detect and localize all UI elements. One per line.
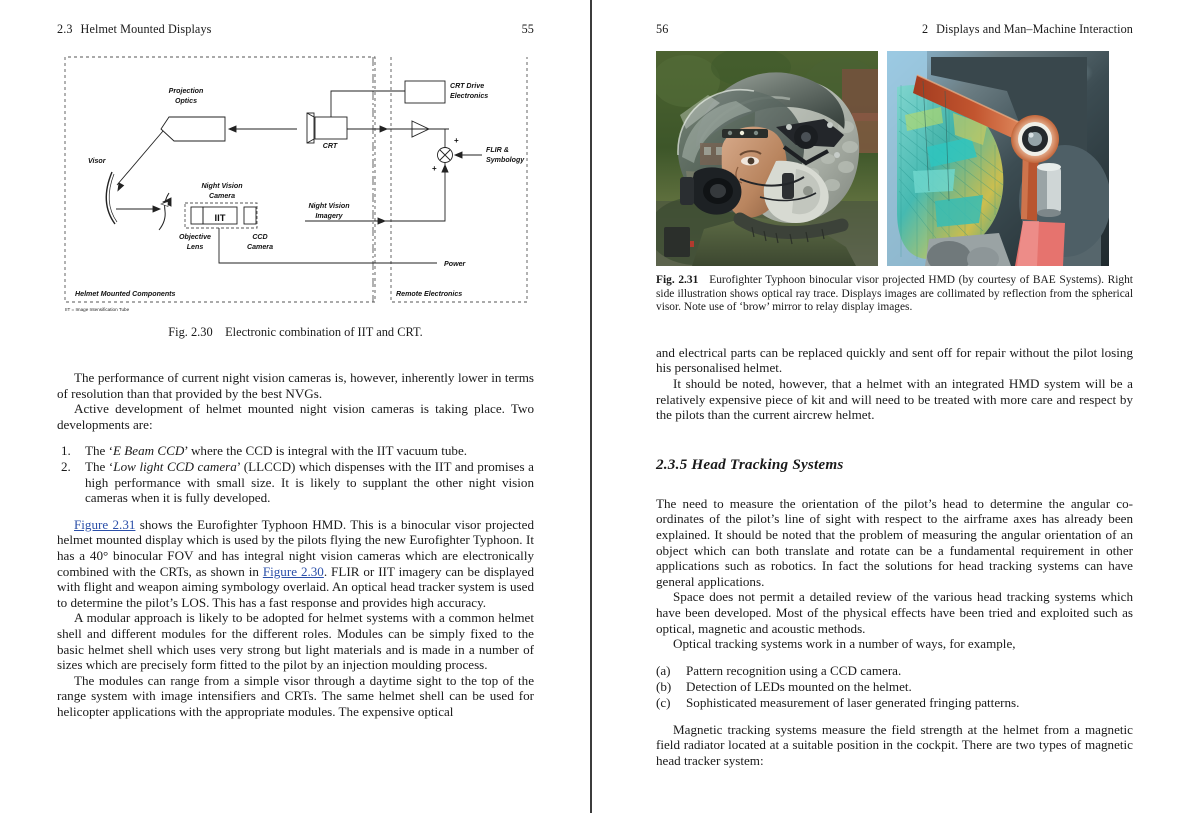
projection-optics-shape [161, 117, 225, 141]
figure-2-31-link[interactable]: Figure 2.31 [74, 516, 136, 532]
list-item-text: Sophisticated measurement of laser generated fringing patterns. [686, 694, 1020, 710]
label-iit: IIT [214, 212, 226, 223]
display-module-lens [1011, 115, 1059, 163]
label-visor: Visor [88, 157, 106, 165]
alpha-list-optical-methods [656, 663, 1133, 711]
list-item-pre: The ‘ [85, 458, 114, 474]
relay-optics-cylinder [1037, 163, 1061, 217]
paragraph-performance: The performance of current night vision cameras is, however, inherently lower in terms of resolution than that provided by the best NVGs. [57, 370, 534, 401]
crt-input-arrowhead [380, 126, 387, 132]
paragraph-magnetic-tracking: Magnetic tracking systems measure the field strength at the helmet from a magnetic field radiator located at a suitable position in the cockpit. There are two types of magnetic head tracker system: [656, 721, 1133, 768]
label-nv-camera-line2: Camera [208, 192, 236, 200]
list-item-marker: (a) [656, 662, 671, 678]
figure-2-31-images [656, 51, 1133, 266]
crt-faceplate [307, 113, 314, 143]
label-nv-camera-line1: Night Vision [201, 182, 243, 190]
paragraph-space-review: Space does not permit a detailed review of the various head tracking systems which have been developed. Most of the physical effects have been tried and exploited such as optical, magnetic and acoustic methods. [656, 589, 1133, 636]
running-head-chapter-title: Displays and Man–Machine Interaction [936, 22, 1133, 36]
page-left-content [57, 22, 534, 719]
paragraph-optical-tracking: Optical tracking systems work in a number of ways, for example, [673, 636, 1016, 652]
running-head-section-title: Helmet Mounted Displays [80, 22, 212, 36]
label-remote-electronics: Remote Electronics [396, 290, 463, 298]
list-item-text: Pattern recognition using a CCD camera. [686, 662, 902, 678]
list-item-post: ’ where the CCD is integral with the IIT vacuum tube. [184, 443, 468, 459]
label-nv-imagery-line2: Imagery [315, 212, 343, 220]
label-projection-optics-line1: Projection [168, 87, 204, 95]
running-head-chapter-number: 2 [921, 22, 929, 36]
list-item-italic: E Beam CCD [113, 443, 185, 459]
page-left [0, 0, 590, 813]
label-mixer-plus-top: + [454, 136, 459, 145]
numbered-list-developments [57, 443, 534, 505]
photo-ray-trace [887, 51, 1109, 266]
objective-lens-box [191, 207, 203, 224]
list-item-text: Detection of LEDs mounted on the helmet. [686, 678, 912, 694]
label-projection-optics-line2: Optics [174, 97, 198, 105]
mixer-cross [440, 150, 450, 160]
list-item [656, 663, 1133, 679]
folio-right: 56 [656, 22, 669, 36]
hmd-tracker-module [722, 129, 768, 138]
running-head-section-number: 2.3 [57, 22, 73, 36]
label-flir-line1: FLIR & [486, 146, 509, 154]
figure-2-31-caption [656, 274, 1133, 315]
paragraph-modules-range: The modules can range from a simple visor through a daytime sight to the top of the range system with image intensifiers and CRTs. The same helmet shell can be used for helicopter applications with the appropriate modules. The expensive optical [57, 672, 534, 719]
label-helmet-mounted-components: Helmet Mounted Components [75, 290, 176, 298]
optics-feed-arrowhead [229, 126, 236, 132]
label-power: Power [444, 260, 466, 268]
running-head-left [57, 22, 534, 37]
label-crt-drive-line1: CRT Drive [450, 82, 485, 90]
paragraph-electrical-parts: and electrical parts can be replaced quickly and sent off for repair without the pilot losing his personalised helmet. [656, 344, 1133, 376]
left-page-body [57, 370, 534, 719]
crt-neck-taper [307, 113, 314, 143]
figure-ref-segment-2: . FLIR or IIT imagery can be displayed with flight and weapon aiming symbology overlaid. An optical head tracker system is used to determine the pilot’s LOS. This has a fast response and provides high accuracy. [57, 563, 535, 610]
list-item-post: ’ (LLCCD) which dispenses with the IIT and promises a high performance with small size. It is likely to supplant the other night vision cameras when it is fully developed. [85, 458, 534, 506]
optics-to-visor-arrowhead [118, 183, 124, 191]
helmet-zone-boundary [65, 57, 375, 302]
pilot-helmet-illustration [656, 51, 878, 266]
list-item [57, 459, 534, 506]
nv-imagery-arrowhead [378, 218, 385, 224]
list-item [57, 443, 534, 459]
photo-pilot-helmet [656, 51, 878, 266]
folio-left: 55 [521, 22, 534, 36]
list-item-marker: (c) [656, 694, 671, 710]
section-heading-head-tracking: 2.3.5 Head Tracking Systems [656, 455, 844, 473]
crt-drive-electronics-box [405, 81, 445, 103]
nv-imagery-arrowhead-up [442, 165, 448, 172]
list-item [656, 695, 1133, 711]
label-ccd-camera-line2: Camera [246, 243, 274, 251]
figure-2-30-caption-text: Electronic combination of IIT and CRT. [225, 325, 423, 339]
paragraph-active-development: Active development of helmet mounted night vision cameras is taking place. Two developments are: [57, 401, 534, 432]
list-item-italic: Low light CCD camera [113, 458, 237, 474]
diagram-footnote-iit: IIT = Image Intensification Tube [65, 307, 130, 312]
figure-2-30-diagram [57, 51, 534, 313]
label-crt: CRT [322, 142, 338, 150]
list-item-marker: 1. [61, 443, 71, 459]
label-mixer-plus-bottom: + [432, 164, 437, 173]
label-nv-imagery-line1: Night Vision [308, 202, 350, 210]
running-head-right [656, 22, 1133, 37]
list-item [656, 679, 1133, 695]
paragraph-figure-reference [57, 517, 534, 611]
ray-trace-illustration [887, 51, 1109, 266]
paragraph-integrated-hmd: It should be noted, however, that a helmet with an integrated HMD system will be a relatively expensive piece of kit and will need to be treated with more care and respect by the pilots than the current aircrew helmet. [656, 375, 1133, 423]
page-right [592, 0, 1182, 813]
figure-ref-segment-1: shows the Eurofighter Typhoon HMD. This is a binocular visor projected helmet mounted display which is used by the pilots flying the new Eurofighter Typhoon. It has a 40° binocular FOV and has integral night vision cameras which are electronically combined with the CRTs, as shown in [57, 516, 534, 579]
list-item-marker: 2. [61, 458, 71, 474]
optics-to-visor-beam [117, 131, 163, 185]
figure-2-31-caption-text: Eurofighter Typhoon binocular visor projected HMD (by courtesy of BAE Systems). Right side illustration shows optical ray trace. Displays images are collimated by reflection from the spherical visor. Note use of ‘brow’ mirror to relay display images. [656, 274, 1133, 314]
pilot-head-profile [159, 193, 169, 230]
figure-2-30-caption [57, 325, 534, 340]
visor-to-eye-arrowhead [153, 206, 160, 212]
label-objective-lens-line2: Lens [186, 243, 204, 251]
label-crt-drive-line2: Electronics [450, 92, 489, 100]
chest-connector [664, 227, 690, 257]
list-item-pre: The ‘ [85, 443, 113, 459]
crt-to-drive-line [331, 91, 405, 117]
iit-crt-block-diagram [57, 51, 534, 313]
flir-input-arrowhead [455, 152, 462, 158]
right-page-body [656, 345, 1133, 769]
page-right-content [656, 22, 1133, 768]
paragraph-modular-approach: A modular approach is likely to be adopted for helmet systems with a common helmet shell and different modules for the different roles. Modules can be simply fixed to the basic helmet shell which uses very strong but light materials and is made in a number of sizes which are precisely form fitted to the pilot by an injection moulding process. [57, 610, 534, 673]
list-item-marker: (b) [656, 678, 672, 694]
figure-2-30-caption-label: Fig. 2.30 [168, 325, 213, 339]
label-ccd-camera-line1: CCD [252, 233, 268, 241]
paragraph-orientation-measure: The need to measure the orientation of the pilot’s head to determine the angular co-ordinates of the pilot’s line of sight with respect to the airframe axes has already been explained. It should be noted that the problem of measuring the angular orientation of an object which can both translate and rotate can be a fundamental requirement in other applications such as robotics. In fact the solutions for head tracking systems can have general applications. [656, 495, 1133, 589]
ccd-camera-box [244, 207, 256, 224]
figure-2-30-link[interactable]: Figure 2.30 [262, 563, 324, 579]
crt-body [315, 117, 347, 139]
label-objective-lens-line1: Objective [179, 233, 211, 241]
label-flir-line2: Symbology [486, 156, 525, 164]
figure-2-31-caption-label: Fig. 2.31 [656, 274, 699, 286]
